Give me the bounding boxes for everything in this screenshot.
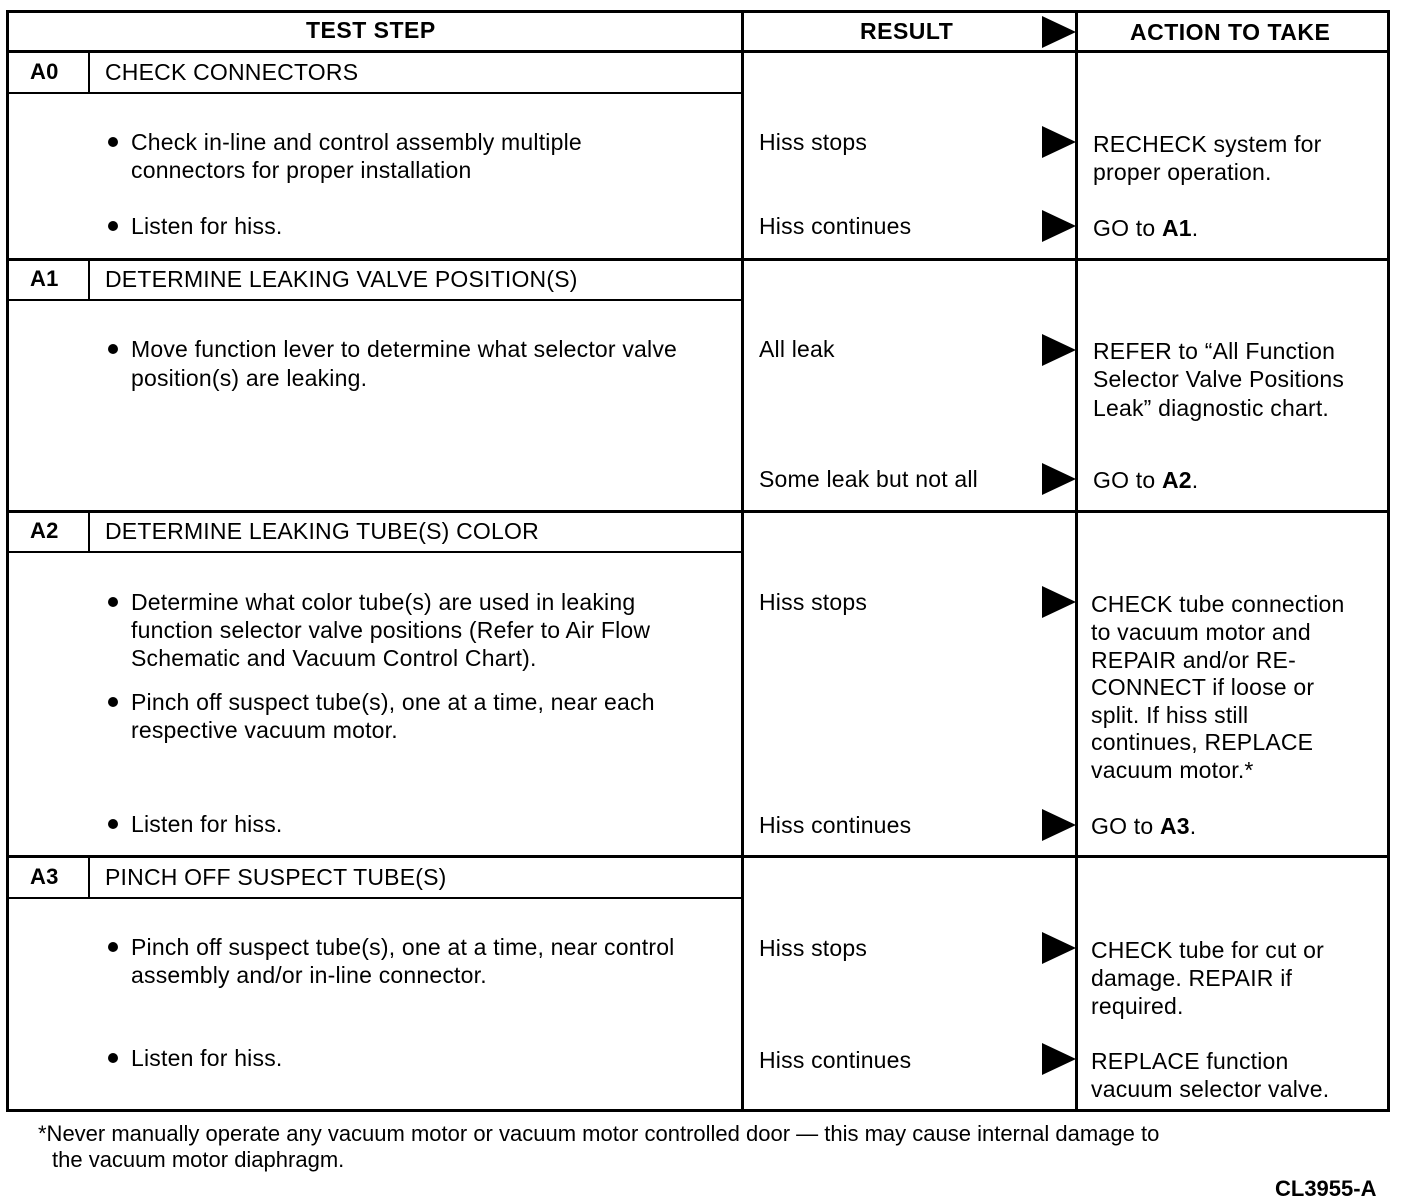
goto-suffix: . bbox=[1191, 215, 1199, 241]
bullet-icon bbox=[108, 597, 118, 607]
action-text-line: RECHECK system for bbox=[1093, 131, 1322, 157]
step-title: DETERMINE LEAKING TUBE(S) COLOR bbox=[105, 518, 539, 544]
table-right-border bbox=[1387, 10, 1390, 1112]
result-arrow-icon bbox=[1042, 334, 1076, 366]
action-text-line: split. If hiss still bbox=[1091, 702, 1249, 728]
footnote-line: the vacuum motor diaphragm. bbox=[52, 1147, 345, 1172]
result-arrow-icon bbox=[1042, 809, 1076, 841]
step-instruction-line: Pinch off suspect tube(s), one at a time, near each bbox=[131, 689, 655, 715]
result-arrow-icon bbox=[1042, 126, 1076, 158]
bullet-icon bbox=[108, 1053, 118, 1063]
action-text-line: proper operation. bbox=[1093, 159, 1272, 185]
action-text-line: CHECK tube connection bbox=[1091, 591, 1345, 617]
action-text-line: required. bbox=[1091, 993, 1184, 1019]
row-divider-a2 bbox=[6, 510, 1390, 513]
header-result: RESULT bbox=[860, 18, 954, 44]
figure-code: CL3955-A bbox=[1275, 1176, 1377, 1201]
header-action-to-take: ACTION TO TAKE bbox=[1130, 19, 1331, 45]
result-column-border bbox=[741, 10, 744, 1112]
step-instruction-line: Schematic and Vacuum Control Chart). bbox=[131, 645, 537, 671]
table-top-border bbox=[6, 10, 1390, 13]
result-text: Hiss continues bbox=[759, 1047, 912, 1073]
result-text: Hiss stops bbox=[759, 589, 868, 615]
step-instruction-line: Listen for hiss. bbox=[131, 1045, 283, 1071]
footnote-line: *Never manually operate any vacuum motor or vacuum motor controlled door — this may cause internal damage to bbox=[38, 1121, 1160, 1146]
bullet-icon bbox=[108, 942, 118, 952]
action-text-line: REFER to “All Function bbox=[1093, 338, 1336, 364]
action-text-line: continues, REPLACE bbox=[1091, 729, 1314, 755]
result-text: All leak bbox=[759, 336, 835, 362]
action-text-line: vacuum selector valve. bbox=[1091, 1076, 1330, 1102]
goto-step-code: A2 bbox=[1161, 467, 1192, 493]
step-instruction-line: Determine what color tube(s) are used in leaking bbox=[131, 589, 636, 615]
table-bottom-border bbox=[6, 1109, 1390, 1112]
action-goto bbox=[1093, 466, 1198, 494]
step-title: CHECK CONNECTORS bbox=[105, 59, 359, 85]
row-divider-a1 bbox=[6, 258, 1390, 261]
step-instruction-line: function selector valve positions (Refer to Air Flow bbox=[131, 617, 651, 643]
step-instruction-line: Move function lever to determine what selector valve bbox=[131, 336, 678, 362]
step-instruction-line: Check in-line and control assembly multiple bbox=[131, 129, 582, 155]
action-text-line: vacuum motor.* bbox=[1091, 757, 1254, 783]
action-text-line: damage. REPAIR if bbox=[1091, 965, 1293, 991]
step-instruction-line: respective vacuum motor. bbox=[131, 717, 398, 743]
step-code-divider-a3 bbox=[88, 856, 90, 898]
header-bottom-border bbox=[6, 50, 1390, 53]
step-code-divider-a0 bbox=[88, 51, 90, 93]
step-title: DETERMINE LEAKING VALVE POSITION(S) bbox=[105, 266, 578, 292]
result-text: Hiss continues bbox=[759, 812, 912, 838]
step-title: PINCH OFF SUSPECT TUBE(S) bbox=[105, 864, 447, 890]
bullet-icon bbox=[108, 697, 118, 707]
step-instruction-line: Listen for hiss. bbox=[131, 811, 283, 837]
goto-suffix: . bbox=[1189, 813, 1197, 839]
step-instruction-line: position(s) are leaking. bbox=[131, 365, 368, 391]
action-text-line: REPLACE function bbox=[1091, 1048, 1289, 1074]
step-title-underline-a2 bbox=[6, 551, 743, 553]
action-text-line: REPAIR and/or RE- bbox=[1091, 647, 1296, 673]
action-text-line: to vacuum motor and bbox=[1091, 619, 1311, 645]
result-text: Hiss continues bbox=[759, 213, 912, 239]
goto-suffix: . bbox=[1191, 467, 1199, 493]
action-text-line: Selector Valve Positions bbox=[1093, 366, 1345, 392]
goto-prefix: GO to bbox=[1093, 467, 1162, 493]
result-text: Hiss stops bbox=[759, 935, 868, 961]
result-text: Hiss stops bbox=[759, 129, 868, 155]
bullet-icon bbox=[108, 344, 118, 354]
step-instruction-line: Listen for hiss. bbox=[131, 213, 283, 239]
step-code: A2 bbox=[30, 518, 59, 543]
step-code-divider-a2 bbox=[88, 511, 90, 553]
row-divider-a3 bbox=[6, 855, 1390, 858]
goto-prefix: GO to bbox=[1093, 215, 1162, 241]
step-instruction-line: Pinch off suspect tube(s), one at a time, near control bbox=[131, 934, 675, 960]
table-left-border bbox=[6, 10, 9, 1112]
step-code-divider-a1 bbox=[88, 259, 90, 301]
bullet-icon bbox=[108, 137, 118, 147]
goto-step-code: A1 bbox=[1161, 215, 1192, 241]
action-text-line: CHECK tube for cut or bbox=[1091, 937, 1325, 963]
goto-step-code: A3 bbox=[1159, 813, 1190, 839]
step-code: A3 bbox=[30, 864, 59, 889]
bullet-icon bbox=[108, 819, 118, 829]
action-text-line: Leak” diagnostic chart. bbox=[1093, 395, 1330, 421]
step-title-underline-a1 bbox=[6, 299, 743, 301]
step-title-underline-a3 bbox=[6, 897, 743, 899]
step-instruction-line: connectors for proper installation bbox=[131, 157, 472, 183]
action-goto bbox=[1093, 214, 1198, 242]
header-arrow-icon bbox=[1042, 16, 1076, 48]
bullet-icon bbox=[108, 221, 118, 231]
result-arrow-icon bbox=[1042, 932, 1076, 964]
action-text-line: CONNECT if loose or bbox=[1091, 674, 1315, 700]
result-text: Some leak but not all bbox=[759, 466, 978, 492]
action-goto bbox=[1091, 812, 1196, 840]
step-title-underline-a0 bbox=[6, 92, 743, 94]
result-arrow-icon bbox=[1042, 463, 1076, 495]
step-code: A1 bbox=[30, 266, 59, 291]
step-instruction-line: assembly and/or in-line connector. bbox=[131, 962, 487, 988]
result-arrow-icon bbox=[1042, 586, 1076, 618]
result-arrow-icon bbox=[1042, 1043, 1076, 1075]
step-code: A0 bbox=[30, 59, 59, 84]
goto-prefix: GO to bbox=[1091, 813, 1160, 839]
result-arrow-icon bbox=[1042, 210, 1076, 242]
header-test-step: TEST STEP bbox=[306, 17, 436, 43]
